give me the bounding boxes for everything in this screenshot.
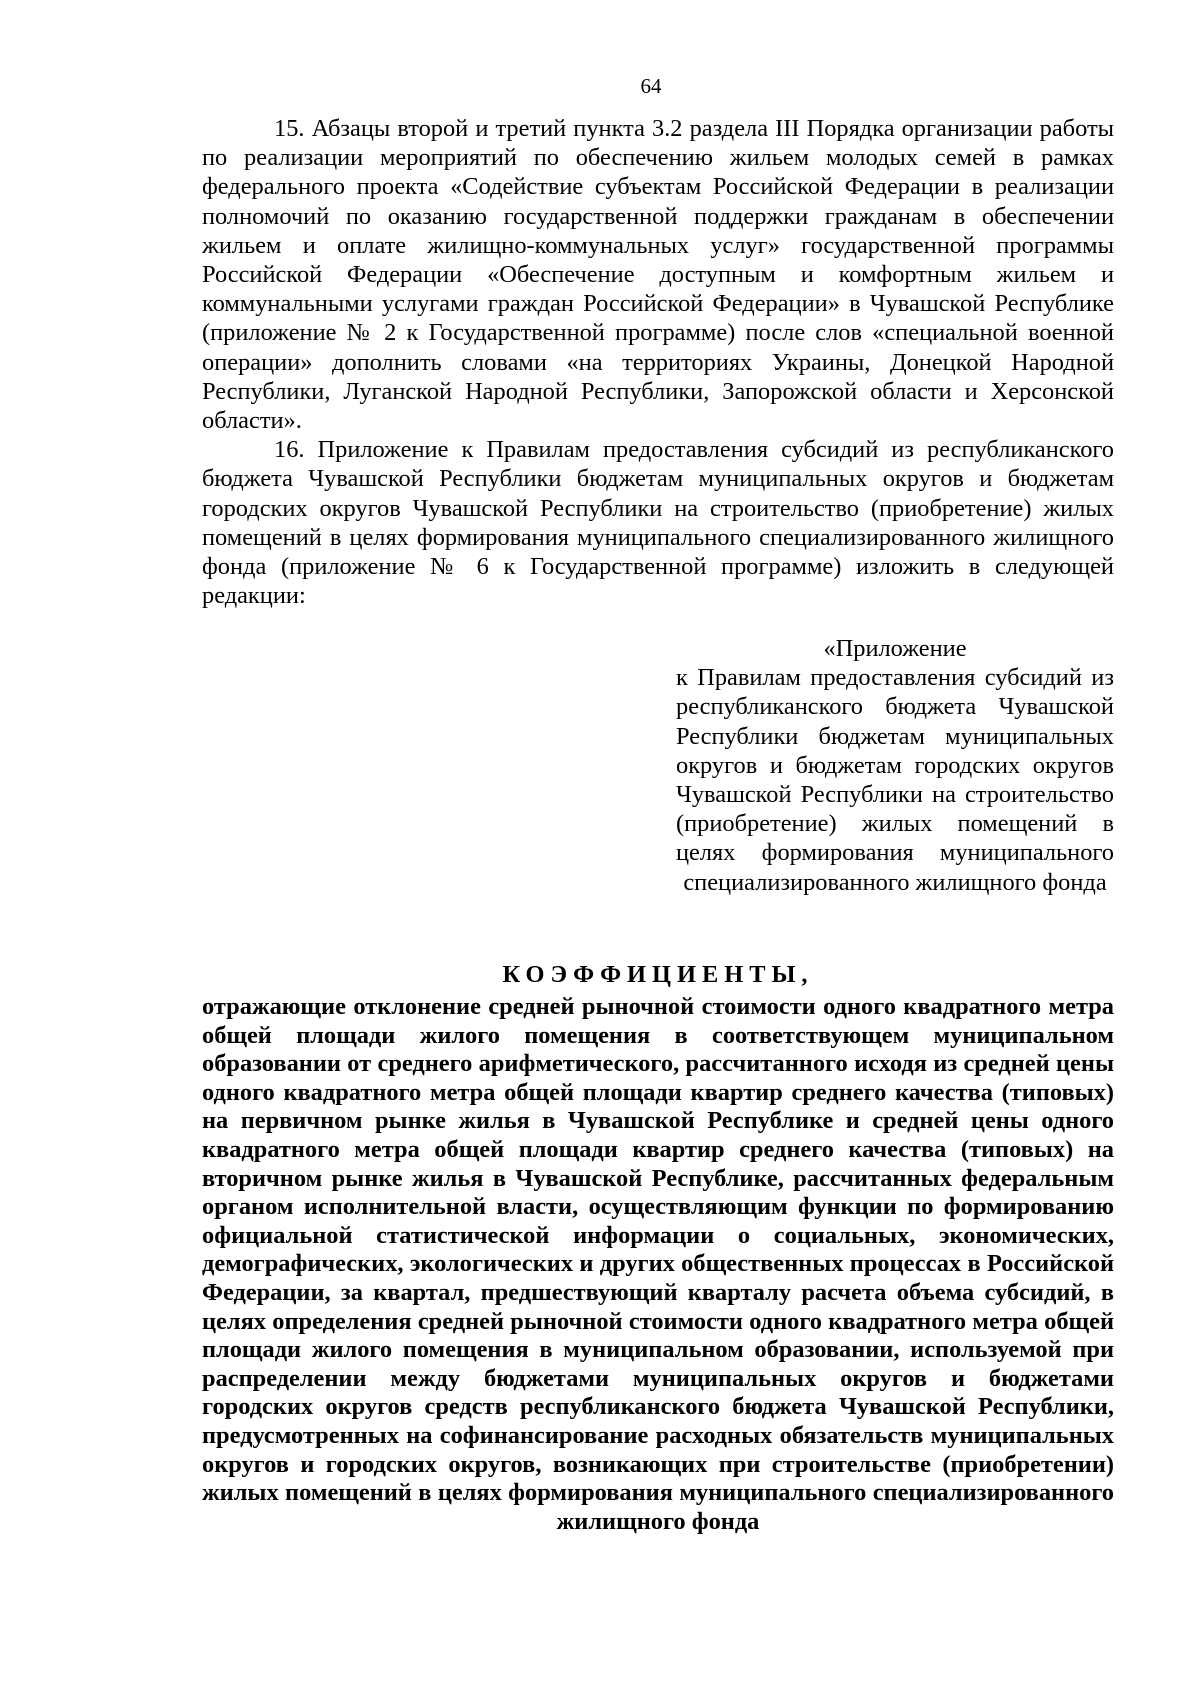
paragraph-16: 16. Приложение к Правилам предоставления субсидий из республиканского бюджета Чувашской Республики бюджетам муниципальных округов и бюджетам городских округов Чувашской Республики на строительство (приобретение) жилых помещений в целях формирования муниципального специализированного жилищного фонда (приложение № 6 к Государственной программе) изложить в следующей редакции:: [202, 436, 1114, 610]
appendix-reference: к Правилам предоставления субсидий из республиканского бюджета Чувашской Республики бюджетам муниципальных округов и бюджетам городских округов Чувашской Республики на строительство (приобретение) жилых помещений в целях формирования муниципального специализированного жилищного фонда: [676, 664, 1114, 896]
appendix-header: [676, 634, 1114, 897]
coefficients-description: отражающие отклонение средней рыночной стоимости одного квадратного метра общей площади жилого помещения в соответствующем муниципальном образовании от среднего арифметического, рассчитанного исходя из средней цены одного квадратного метра общей площади квартир среднего качества (типовых) на первичном рынке жилья в Чувашской Республике и средней цены одного квадратного метра общей площади квартир среднего качества (типовых) на вторичном рынке жилья в Чувашской Республике, рассчитанных федеральным органом исполнительной власти, осуществляющим функции по формированию официальной статистической информации о социальных, экономических, демографических, экологических и других общественных процессах в Российской Федерации, за квартал, предшествующий кварталу расчета объема субсидий, в целях определения средней рыночной стоимости одного квадратного метра общей площади жилого помещения в муниципальном образовании, используемой при распределении между бюджетами муниципальных округов и бюджетами городских округов средств республиканского бюджета Чувашской Республики, предусмотренных на софинансирование расходных обязательств муниципальных округов и городских округов, возникающих при строительстве (приобретении) жилых помещений в целях формирования муниципального специализированного жилищного фонда: [202, 993, 1114, 1535]
page-number: 64: [640, 74, 662, 98]
paragraph-15: 15. Абзацы второй и третий пункта 3.2 раздела III Порядка организации работы по реализации мероприятий по обеспечению жильем молодых семей в рамках федерального проекта «Содействие субъектам Российской Федерации в реализации полномочий по оказанию государственной поддержки гражданам в обеспечении жильем и оплате жилищно-коммунальных услуг» государственной программы Российской Федерации «Обеспечение доступным и комфортным жильем и коммунальными услугами граждан Российской Федерации» в Чувашской Республике (приложение № 2 к Государственной программе) после слов «специальной военной операции» дополнить словами «на территориях Украины, Донецкой Народной Республики, Луганской Народной Республики, Запорожской области и Херсонской области».: [202, 115, 1114, 435]
coefficients-title: КОЭФФИЦИЕНТЫ,: [502, 961, 814, 988]
document-body: [202, 114, 1114, 610]
appendix-title: «Приложение: [823, 635, 967, 662]
